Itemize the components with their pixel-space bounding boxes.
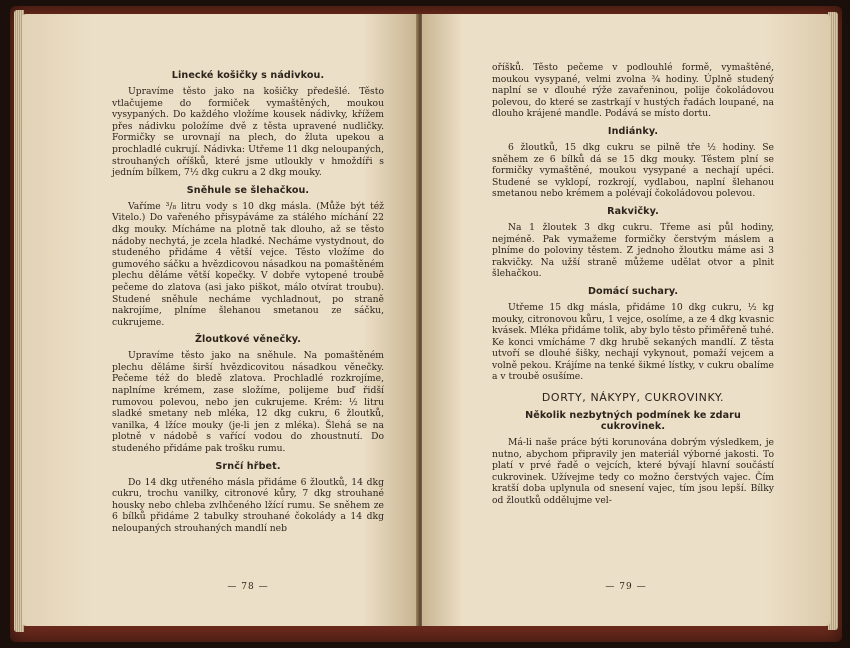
- paragraph: Má-li naše práce býti korunována dobrým výsledkem, je nutno, abychom připravily jen materiál výborné jakosti. To platí v prvé řadě o vejcích, které bývají hlavní součástí cukrovinek. Užívejme tedy co možno čerstvých vajec. Čím kratší doba uplynula od snesení vajec, tím jsou lepší. Bílky od žloutků oddělujme vel-: [492, 437, 774, 507]
- section-title: Rakvičky.: [607, 205, 659, 217]
- section-title: Domácí suchary.: [587, 285, 679, 297]
- paragraph-continuation: oříšků. Těsto pečeme v podlouhlé formě, vymaštěné, moukou vysypané, velmi zvolna ¾ hodiny. Úplně studený naplní se v dlouhé rýže zavařeninou, polije čokoládovou polevou, do které se zastrkají v hustých řadách loupané, na dlouho krájené mandle. Podává se místo dortu.: [492, 62, 774, 120]
- paragraph: 6 žloutků, 15 dkg cukru se pilně tře ½ hodiny. Se sněhem ze 6 bílků dá se 15 dkg mouky. Těstem plní se formičky vymaštěné, moukou vysypané a nechají upéci. Studené se vyklopí, rozkrojí, vydlabou, naplní šlehanou smetanou nebo krémem a polévají čokoládovou polevou.: [492, 141, 774, 200]
- section-title: Srnčí hřbet.: [215, 460, 281, 472]
- chapter-title: DORTY, NÁKYPY, CUKROVINKY.: [541, 391, 725, 405]
- page-number: — 79 —: [605, 582, 647, 592]
- section-title: Sněhule se šlehačkou.: [186, 184, 310, 196]
- paragraph: Upravíme těsto jako na košičky předešlé. Těsto vtlačujeme do formiček vymaštěných, moukou vysypaných. Do každého vložíme kousek nádivky, křížem přes nádivku položíme dvě z těsta upravené nudličky. Formičky se urovnají na plech, do žluta upekou a prochladlé cukrují. Nádivka: Utřeme 11 dkg neloupaných, strouhaných oříšků, které jsme utloukly v hmoždíři s jedním bílkem, 7½ dkg cukru a 2 dkg mouky.: [112, 86, 384, 179]
- left-page: [22, 14, 418, 626]
- paragraph: Do 14 dkg utřeného másla přidáme 6 žloutků, 14 dkg cukru, trochu vanilky, citronové kůry, 7 dkg strouhané housky nebo chleba zvlhčeného lžící rumu. Se sněhem ze 6 bílků přidáme 2 tabulky strouhané čokolády a 14 dkg neloupaných strouhaných mandlí neb: [112, 476, 384, 534]
- page-number: — 78 —: [227, 582, 269, 592]
- paragraph: Na 1 žloutek 3 dkg cukru. Třeme asi půl hodiny, nejméně. Pak vymažeme formičky čerstvým máslem a plníme do poloviny těstem. Z jednoho žloutku máme asi 3 rakvičky. Na užší straně můžeme udělat otvor a plnit šlehačkou.: [492, 221, 774, 280]
- paragraph: Utřeme 15 dkg másla, přidáme 10 dkg cukru, ½ kg mouky, citronovou kůru, 1 vejce, osolíme, a ze 4 dkg kvasnic kvásek. Mléka přidáme tolik, aby bylo těsto přiměřeně tuhé. Ke konci vmícháme 7 dkg hrubě sekaných mandlí. Z těsta utvoří se dlouhé šišky, nechají vykynout, pomaží vejcem a volně pekou. Krájíme na tenké šikmé lístky, v cukru obalíme a v troubě osušíme.: [492, 301, 774, 383]
- paragraph: Vaříme ³/₈ litru vody s 10 dkg másla. (Může být též Vitelo.) Do vařeného přisypáváme za stálého míchání 22 dkg mouky. Mícháme na plotně tak dlouho, až se těsto nádoby nechytá, je zcela hladké. Necháme vystydnout, do studeného přidáme 4 větší vejce. Těsto vložíme do gumového sáčku a hvězdicovou násadkou na pomaštěném plechu děláme větší kopečky. V dobře vytopené troubě pečeme do zlatova (asi jako piškot, málo otvírat troubu). Studené sněhule necháme vychladnout, po straně nakrojíme, plníme šlehanou smetanou ze sáčku, cukrujeme.: [112, 200, 384, 328]
- subsection-title: Několik nezbytných podmínek ke zdaru cukrovinek.: [525, 410, 741, 433]
- right-page: [422, 14, 830, 626]
- section-title: Indiánky.: [607, 125, 659, 137]
- section-title: Žloutkové věnečky.: [194, 334, 302, 346]
- section-title: Linecké košičky s nádivkou.: [171, 70, 325, 81]
- paragraph: Upravíme těsto jako na sněhule. Na pomaštěném plechu děláme širší hvězdicovitou násadkou věnečky. Pečeme též do bledě zlatova. Prochladlé rozkrojíme, naplníme krémem, zase složíme, polijeme buď řidší rumovou polevou, nebo jen cukrujeme. Krém: ½ litru sladké smetany neb mléka, 12 dkg cukru, 6 žloutků, vanilka, 4 lžíce mouky (je-li jen z mléka). Šlehá se na plotně v nádobě s vařící vodou do zhoustnutí. Do studeného přidáme pak trošku rumu.: [112, 350, 384, 455]
